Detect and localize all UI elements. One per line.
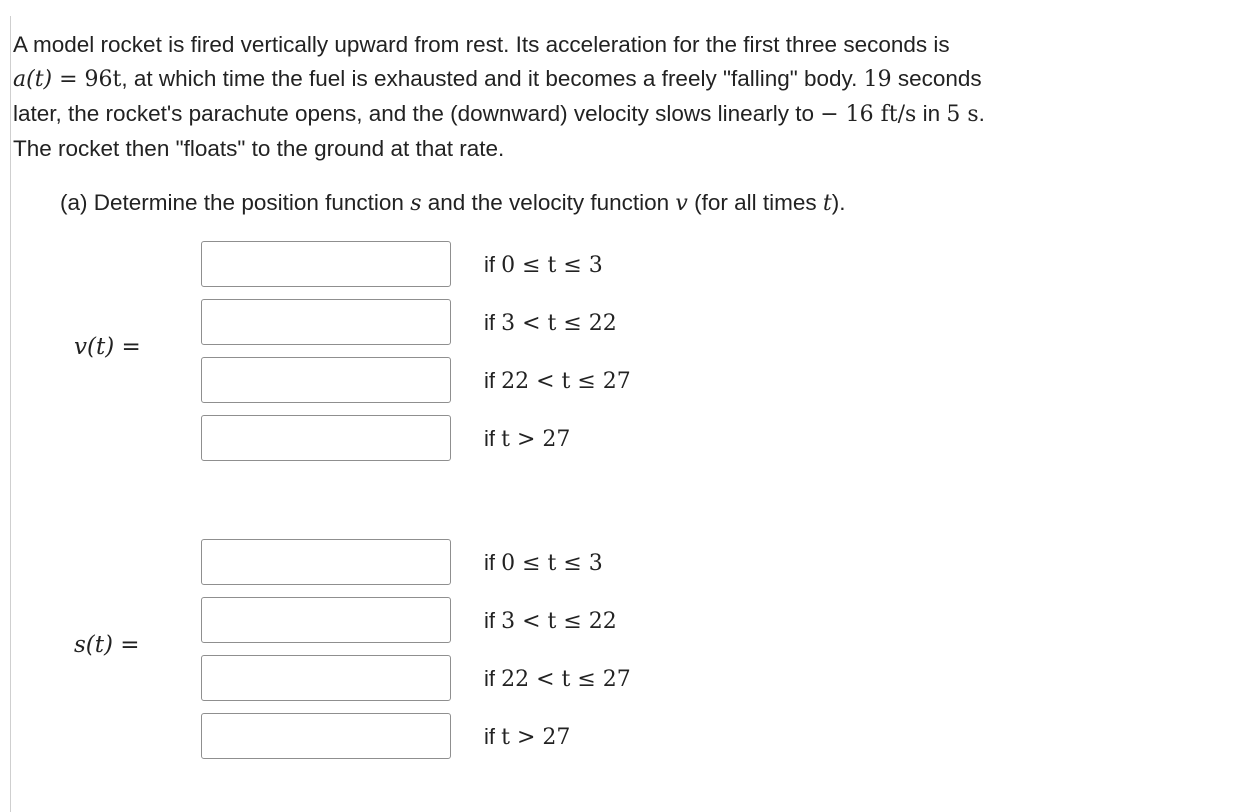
if-label: if bbox=[484, 550, 502, 575]
velocity-piece-3-condition bbox=[484, 366, 631, 397]
problem-text: later, the rocket's parachute opens, and the (downward) velocity slows linearly to bbox=[13, 101, 821, 126]
position-piece-3-condition bbox=[484, 664, 631, 695]
if-label: if bbox=[484, 310, 502, 335]
position-piece-1-condition bbox=[484, 548, 603, 579]
problem-text: , at which time the fuel is exhausted and it becomes a freely "falling" body. bbox=[121, 66, 864, 91]
position-label-text: s(t) bbox=[74, 632, 113, 658]
equals-sign: = bbox=[113, 632, 140, 658]
problem-line-1 bbox=[13, 28, 1123, 62]
velocity-piece-3-input[interactable] bbox=[201, 357, 451, 403]
velocity-piece-2-input[interactable] bbox=[201, 299, 451, 345]
velocity-piece-1-input[interactable] bbox=[201, 241, 451, 287]
acceleration-equation: = 96t bbox=[52, 67, 122, 92]
problem-text: . bbox=[978, 101, 985, 126]
velocity-piece-4-condition bbox=[484, 424, 570, 455]
velocity-label-text: v(t) bbox=[74, 334, 115, 360]
if-label: if bbox=[484, 666, 502, 691]
time-value: 5 s bbox=[946, 102, 979, 127]
problem-text: in bbox=[916, 101, 947, 126]
condition-expr: 0 ≤ t ≤ 3 bbox=[501, 551, 603, 576]
condition-expr: t > 27 bbox=[501, 725, 571, 750]
problem-text: The rocket then "floats" to the ground at that rate. bbox=[13, 136, 505, 161]
position-piece-4-input[interactable] bbox=[201, 713, 451, 759]
part-a-text: and the velocity function bbox=[421, 190, 676, 215]
problem-text: A model rocket is fired vertically upward from rest. Its acceleration for the first three seconds is bbox=[13, 32, 950, 57]
velocity-piece-1-condition bbox=[484, 250, 603, 281]
acceleration-function: a(t) bbox=[13, 67, 53, 92]
position-piece-2-condition bbox=[484, 606, 617, 637]
part-a-prompt bbox=[60, 186, 845, 221]
condition-expr: 0 ≤ t ≤ 3 bbox=[501, 253, 603, 278]
velocity-function-label bbox=[74, 334, 141, 360]
part-a-text: (a) Determine the position function bbox=[60, 190, 411, 215]
problem-line-2 bbox=[13, 62, 1123, 97]
if-label: if bbox=[484, 368, 502, 393]
condition-expr: 3 < t ≤ 22 bbox=[501, 311, 617, 336]
problem-statement bbox=[13, 28, 1123, 166]
position-piece-4-condition bbox=[484, 722, 570, 753]
velocity-piece-2-condition bbox=[484, 308, 617, 339]
position-piece-1-input[interactable] bbox=[201, 539, 451, 585]
if-label: if bbox=[484, 426, 502, 451]
t-symbol: t bbox=[822, 191, 832, 216]
condition-expr: t > 27 bbox=[501, 427, 571, 452]
condition-expr: 3 < t ≤ 22 bbox=[501, 609, 617, 634]
position-function-label bbox=[74, 632, 140, 658]
condition-expr: 22 < t ≤ 27 bbox=[501, 369, 631, 394]
if-label: if bbox=[484, 724, 502, 749]
seconds-value: 19 bbox=[863, 67, 892, 92]
part-a-text: ). bbox=[831, 190, 846, 215]
if-label: if bbox=[484, 252, 502, 277]
equals-sign: = bbox=[114, 334, 141, 360]
part-a-text: (for all times bbox=[687, 190, 823, 215]
problem-text: seconds bbox=[891, 66, 982, 91]
velocity-value: − 16 ft/s bbox=[820, 102, 917, 127]
condition-expr: 22 < t ≤ 27 bbox=[501, 667, 631, 692]
velocity-piece-4-input[interactable] bbox=[201, 415, 451, 461]
position-piece-3-input[interactable] bbox=[201, 655, 451, 701]
problem-line-3 bbox=[13, 97, 1123, 132]
s-symbol: s bbox=[410, 191, 422, 216]
v-symbol: v bbox=[675, 191, 688, 216]
left-border-rule bbox=[10, 16, 11, 812]
if-label: if bbox=[484, 608, 502, 633]
problem-line-4 bbox=[13, 132, 1123, 166]
position-piece-2-input[interactable] bbox=[201, 597, 451, 643]
